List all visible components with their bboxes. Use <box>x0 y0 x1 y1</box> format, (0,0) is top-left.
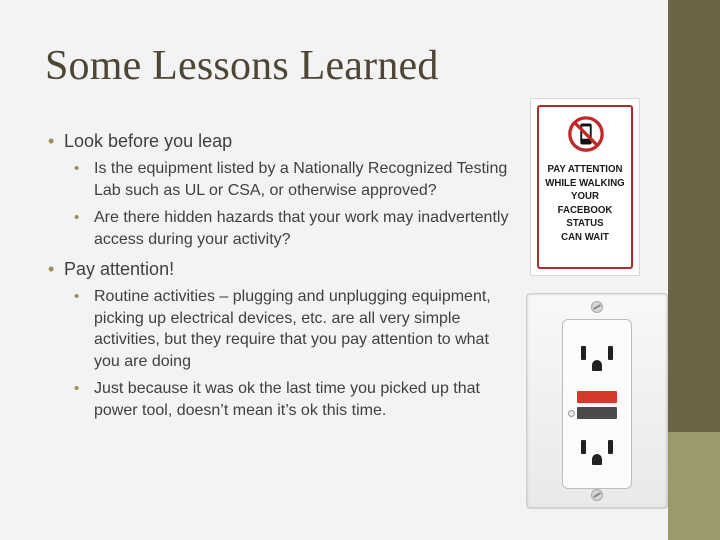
sign-line: STATUS <box>566 217 604 229</box>
sub-bullet-hidden-hazards: • Are there hidden hazards that your work may inadvertently access during your activity? <box>70 207 518 250</box>
sign-border <box>537 105 633 269</box>
bullet-look-before-you-leap: • Look before you leap <box>48 130 518 152</box>
sign-line: CAN WAIT <box>561 230 609 243</box>
reset-button <box>577 407 617 419</box>
sub-bullet-equipment-listed: • Is the equipment listed by a Nationally Recognized Testing Lab such as UL or CSA, or otherwise approved? <box>70 158 518 201</box>
right-decor-accent <box>668 432 720 540</box>
upper-socket <box>575 340 619 372</box>
slide-title: Some Lessons Learned <box>45 43 439 89</box>
socket-slot <box>581 440 586 454</box>
socket-slot <box>608 346 613 360</box>
receptacle <box>562 319 632 489</box>
sign-line: PAY ATTENTION <box>547 163 623 175</box>
no-phone-icon <box>567 115 605 153</box>
sign-line: YOUR <box>571 190 599 202</box>
top-screw-icon <box>591 301 603 313</box>
slide-body <box>48 130 518 421</box>
socket-ground <box>592 454 602 465</box>
sign-text <box>543 163 628 244</box>
bullet-pay-attention: • Pay attention! <box>48 258 518 280</box>
gfci-outlet-image <box>526 293 668 509</box>
sign-line: FACEBOOK <box>557 203 613 216</box>
indicator-led <box>568 410 575 417</box>
facebook-warning-sign-image <box>530 98 640 276</box>
test-button <box>577 391 617 403</box>
sub-bullet-routine-activities: • Routine activities – plugging and unplugging equipment, picking up electrical devices, etc. are all very simple activities, but they require that you pay attention to what you are doing <box>70 286 518 372</box>
bottom-screw-icon <box>591 489 603 501</box>
sign-line: WHILE WALKING <box>545 176 625 189</box>
lower-socket <box>575 434 619 466</box>
socket-slot <box>581 346 586 360</box>
socket-ground <box>592 360 602 371</box>
socket-slot <box>608 440 613 454</box>
sub-bullet-just-because: • Just because it was ok the last time you picked up that power tool, doesn’t mean it’s ok this time. <box>70 378 518 421</box>
